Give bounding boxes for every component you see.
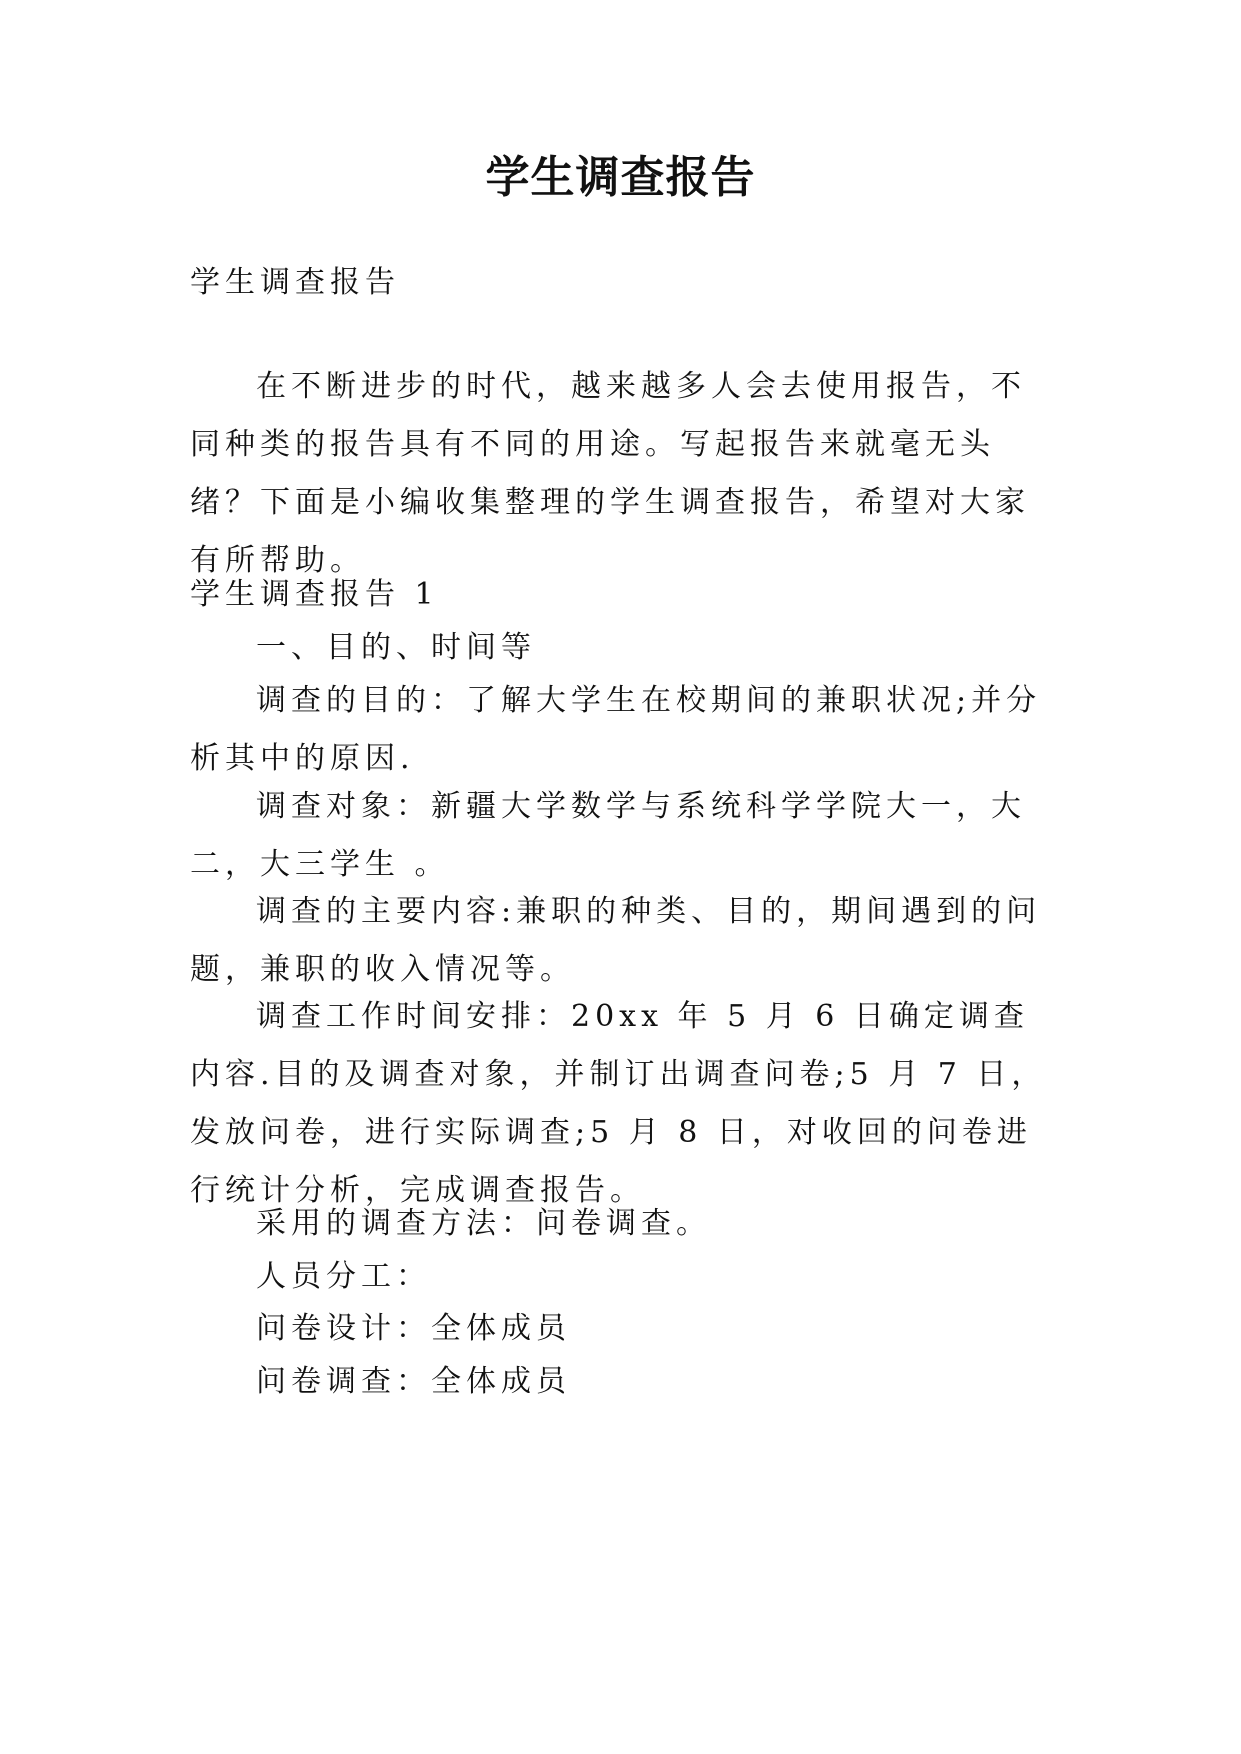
- paragraph-division-of-labor: 人员分工：: [256, 1259, 431, 1294]
- paragraph-method: 采用的调查方法：问卷调查。: [256, 1206, 711, 1241]
- section-heading: 学生调查报告 1: [190, 577, 439, 612]
- paragraph-questionnaire-design: 问卷设计：全体成员: [256, 1311, 571, 1346]
- intro-paragraph: 在不断进步的时代，越来越多人会去使用报告，不同种类的报告具有不同的用途。写起报告来就毫无头绪？下面是小编收集整理的学生调查报告，希望对大家有所帮助。: [190, 369, 1030, 578]
- paragraph-purpose: 调查的目的：了解大学生在校期间的兼职状况;并分析其中的原因.: [190, 683, 1042, 776]
- document-subtitle: 学生调查报告: [190, 265, 400, 300]
- paragraph-schedule: 调查工作时间安排：20xx 年 5 月 6 日确定调查内容.目的及调查对象，并制订出调查问卷;5 月 7 日，发放问卷，进行实际调查;5 月 8 日，对收回的问卷进行统计分析，完成调查报告。: [190, 999, 1047, 1208]
- subsection-heading: 一、目的、时间等: [256, 630, 536, 665]
- paragraph-questionnaire-survey: 问卷调查：全体成员: [256, 1364, 571, 1399]
- paragraph-content: 调查的主要内容:兼职的种类、目的，期间遇到的问题，兼职的收入情况等。: [190, 894, 1042, 987]
- paragraph-subjects: 调查对象：新疆大学数学与系统科学学院大一，大二，大三学生 。: [190, 789, 1026, 882]
- document-title: 学生调查报告: [485, 152, 756, 203]
